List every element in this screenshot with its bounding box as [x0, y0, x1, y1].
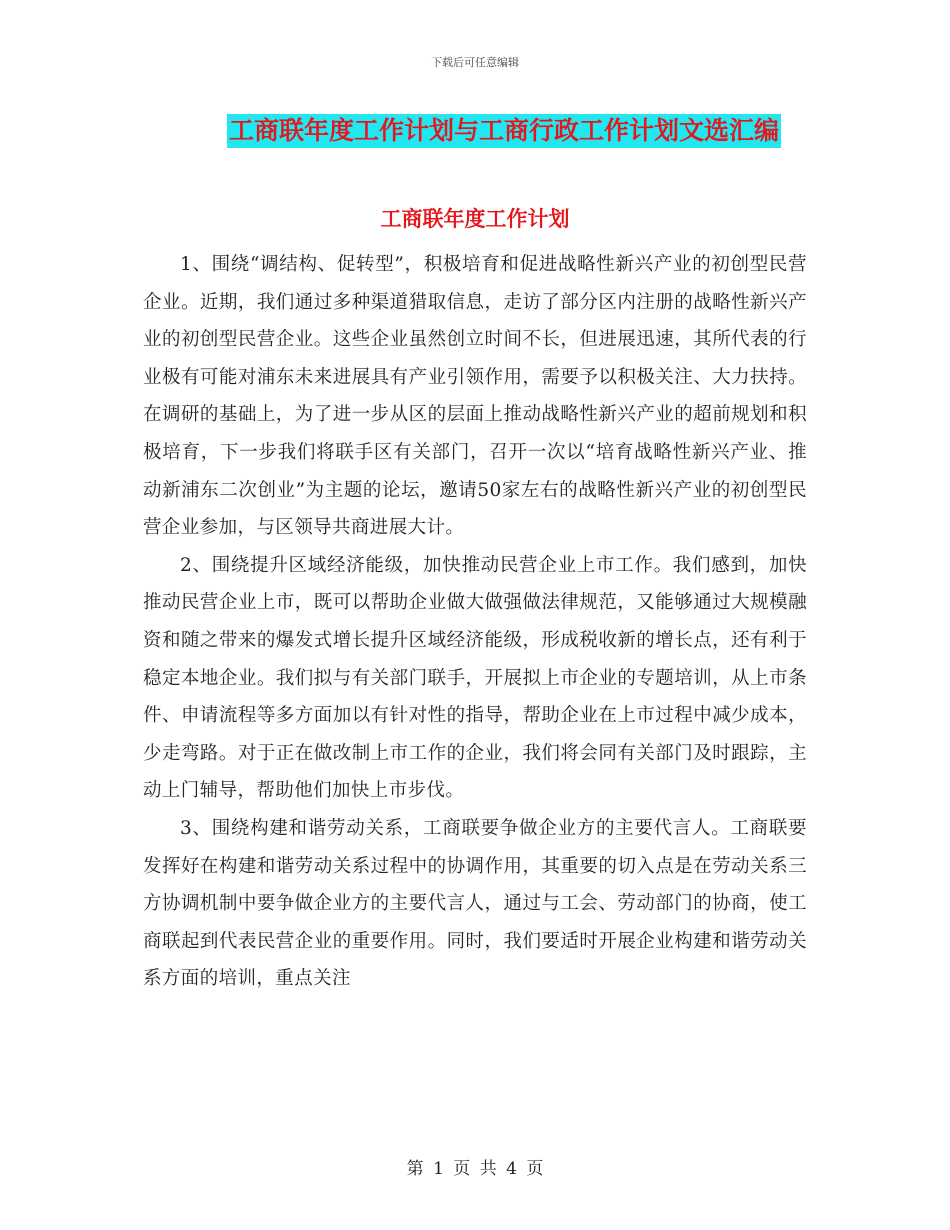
document-body — [143, 246, 807, 998]
page-number: 第 1 页 共 4 页 — [406, 1159, 544, 1179]
paragraph-1: 1、围绕“调结构、促转型”，积极培育和促进战略性新兴产业的初创型民营企业。近期，我们通过多种渠道猎取信息，走访了部分区内注册的战略性新兴产业的初创型民营企业。这些企业虽然创立时间不长，但进展迅速，其所代表的行业极有可能对浦东未来进展具有产业引领作用，需要予以积极关注、大力扶持。在调研的基础上，为了进一步从区的层面上推动战略性新兴产业的超前规划和积极培育，下一步我们将联手区有关部门，召开一次以“培育战略性新兴产业、推动新浦东二次创业”为主题的论坛，邀请50家左右的战略性新兴产业的初创型民营企业参加，与区领导共商进展大计。 — [143, 254, 807, 539]
paragraph-2: 2、围绕提升区域经济能级，加快推动民营企业上市工作。我们感到，加快推动民营企业上市，既可以帮助企业做大做强做法律规范，又能够通过大规模融资和随之带来的爆发式增长提升区域经济能级，形成税收新的增长点，还有利于稳定本地企业。我们拟与有关部门联手，开展拟上市企业的专题培训，从上市条件、申请流程等多方面加以有针对性的指导，帮助企业在上市过程中减少成本，少走弯路。对于正在做改制上市工作的企业，我们将会同有关部门及时跟踪，主动上门辅导，帮助他们加快上市步伐。 — [143, 554, 807, 802]
document-title: 工商联年度工作计划与工商行政工作计划文选汇编 — [227, 114, 781, 148]
paragraph-3: 3、围绕构建和谐劳动关系，工商联要争做企业方的主要代言人。工商联要发挥好在构建和谐劳动关系过程中的协调作用，其重要的切入点是在劳动关系三方协调机制中要争做企业方的主要代言人，通过与工会、劳动部门的协商，使工商联起到代表民营企业的重要作用。同时，我们要适时开展企业构建和谐劳动关系方面的培训，重点关注 — [143, 817, 807, 990]
document-title-container — [0, 114, 950, 148]
section-title: 工商联年度工作计划 — [380, 207, 570, 231]
header-note: 下载后可任意编辑 — [431, 56, 519, 69]
